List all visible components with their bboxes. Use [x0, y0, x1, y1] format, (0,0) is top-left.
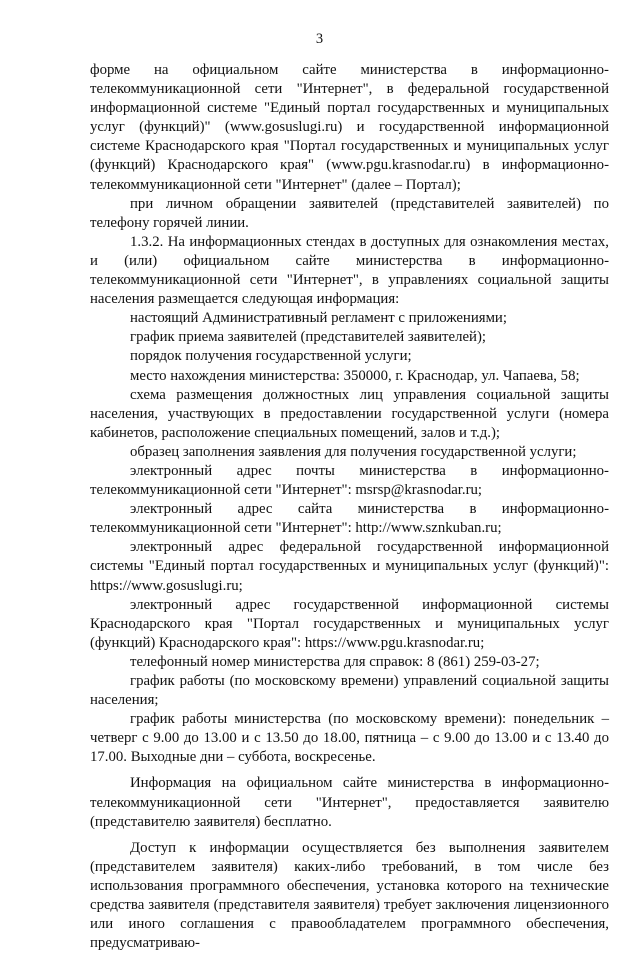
list-item-regulation: настоящий Административный регламент с приложениями;: [130, 310, 507, 327]
page-number: 3: [315, 31, 324, 47]
list-item-phone: телефонный номер министерства для справок: 8 (861) 259-03-27;: [130, 653, 540, 670]
list-item-ministry-website: электронный адрес сайта министерства в информационно-телекоммуникационной сети "Интернет": http://www.sznkuban.ru;: [90, 501, 609, 537]
list-item-application-sample: образец заполнения заявления для получения государственной услуги;: [130, 443, 577, 460]
list-item-ministry-address: место нахождения министерства: 350000, г. Краснодар, ул. Чапаева, 58;: [130, 367, 580, 384]
paragraph-hotline: при личном обращении заявителей (представителей заявителей) по телефону горячей линии.: [90, 195, 609, 231]
list-item-regional-portal: электронный адрес государственной информационной системы Краснодарского края "Портал государственных и муниципальных услуг (функций) Краснодарского края": https://www.pgu.krasnodar.ru;: [90, 596, 609, 651]
list-item-federal-portal: электронный адрес федеральной государственной информационной системы "Единый портал государственных и муниципальных услуг (функций)": https://www.gosuslugi.ru;: [90, 539, 609, 594]
paragraph-portal-sources: форме на официальном сайте министерства в информационно-телекоммуникационной сети "Интернет", в федеральной государственной информационной системе "Единый портал государственных и муниципальных услуг (функций)" (www.gosuslugi.ru) и государственной информационной системе Краснодарского края "Портал государственных и муниципальных услуг (функций) Краснодарского края" (www.pgu.krasnodar.ru) в информационно-телекоммуникационной сети "Интернет" (далее – Портал);: [90, 62, 609, 193]
list-item-service-procedure: порядок получения государственной услуги;: [130, 348, 412, 365]
paragraph-free-information: Информация на официальном сайте министерства в информационно-телекоммуникационной сети "Интернет", предоставляется заявителю (представителю заявителя) бесплатно.: [90, 775, 609, 830]
list-item-officials-layout: схема размещения должностных лиц управления социальной защиты населения, участвующих в предоставлении государственной услуги (номера кабинетов, расположение специальных помещений, залов и т.д.);: [90, 386, 609, 441]
paragraph-section-1-3-2: 1.3.2. На информационных стендах в доступных для ознакомления местах, и (или) официальном сайте министерства в информационно-телекоммуникационной сети "Интернет", в управлениях социальной защиты населения размещается следующая информация:: [90, 233, 609, 308]
document-body: [90, 61, 609, 953]
list-item-reception-schedule: график приема заявителей (представителей заявителей);: [130, 329, 486, 346]
list-item-department-schedule: график работы (по московскому времени) управлений социальной защиты населения;: [90, 673, 609, 709]
list-item-email: электронный адрес почты министерства в информационно-телекоммуникационной сети "Интернет": msrsp@krasnodar.ru;: [90, 462, 609, 499]
list-item-ministry-schedule: график работы министерства (по московскому времени): понедельник – четверг с 9.00 до 13.00 и с 13.50 до 18.00, пятница – с 9.00 до 13.00 и с 13.40 до 17.00. Выходные дни – суббота, воскресенье.: [90, 711, 609, 766]
paragraph-information-access: Доступ к информации осуществляется без выполнения заявителем (представителем заявителя) каких-либо требований, в том числе без использования программного обеспечения, установка которого на технические средства заявителя (представителя заявителя) требует заключения лицензионного или иного соглашения с правообладателем программного обеспечения, предусматриваю-: [90, 839, 609, 952]
